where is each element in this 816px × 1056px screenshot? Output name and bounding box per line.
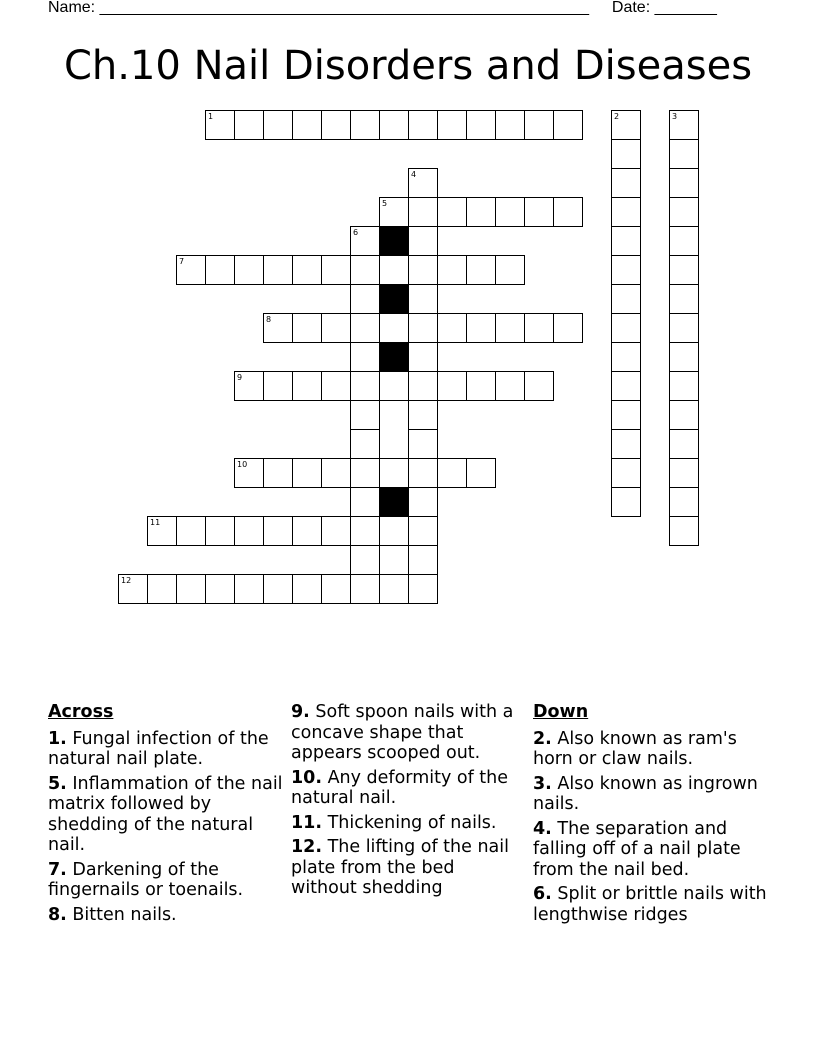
grid-cell[interactable] [292,516,322,546]
grid-cell[interactable] [437,371,467,401]
grid-block [379,226,409,256]
date-line[interactable]: _______ [654,0,717,16]
grid-cell[interactable] [350,458,380,488]
grid-cell[interactable] [292,313,322,343]
clue-item-number: 6. [533,884,552,904]
clue-item-text: Fungal infection of the natural nail plate. [48,728,269,769]
grid-block [379,284,409,314]
grid-cell[interactable] [669,516,699,546]
across-continued-column [291,702,523,903]
clue-item-text: Split or brittle nails with lengthwise ridges [533,884,767,925]
grid-cell[interactable] [669,487,699,517]
grid-cell[interactable] [379,574,409,604]
grid-cell[interactable] [611,429,641,459]
grid-block [379,487,409,517]
grid-cell[interactable] [669,255,699,285]
grid-cell[interactable] [669,429,699,459]
grid-cell[interactable] [437,110,467,140]
down-clue-list [533,729,773,926]
grid-cell[interactable] [437,255,467,285]
grid-cell[interactable] [669,139,699,169]
grid-cell[interactable] [379,516,409,546]
clue-item-text: Thickening of nails. [322,812,497,833]
clue-item-number: 1. [48,728,67,749]
grid-cell[interactable] [408,313,438,343]
clue-item [533,819,773,881]
grid-cell[interactable] [234,516,264,546]
grid-cell[interactable] [292,110,322,140]
clue-number: 5 [382,199,388,208]
across-heading: Across [48,702,114,722]
grid-cell[interactable] [408,400,438,430]
grid-cell[interactable] [495,110,525,140]
grid-cell[interactable] [263,255,293,285]
grid-cell[interactable] [147,574,177,604]
clue-item-text: Soft spoon nails with a concave shape that appears scooped out. [291,702,514,763]
grid-cell[interactable] [118,574,148,604]
grid-cell[interactable] [350,429,380,459]
grid-cell[interactable] [234,458,264,488]
grid-cell[interactable] [669,284,699,314]
grid-cell[interactable] [408,545,438,575]
grid-cell[interactable] [350,226,380,256]
grid-cell[interactable] [350,574,380,604]
grid-cell[interactable] [466,197,496,227]
grid-cell[interactable] [350,342,380,372]
grid-block [379,342,409,372]
grid-cell[interactable] [611,139,641,169]
grid-cell[interactable] [611,284,641,314]
clue-item [291,813,523,834]
clue-number: 8 [266,315,272,324]
grid-cell[interactable] [234,255,264,285]
grid-cell[interactable] [350,284,380,314]
clue-item [533,774,773,815]
grid-cell[interactable] [466,255,496,285]
grid-cell[interactable] [292,458,322,488]
grid-cell[interactable] [350,487,380,517]
grid-cell[interactable] [553,110,583,140]
grid-cell[interactable] [611,197,641,227]
clue-item-text: Also known as ram's horn or claw nails. [533,728,737,769]
down-heading: Down [533,702,589,722]
grid-cell[interactable] [205,516,235,546]
grid-cell[interactable] [611,168,641,198]
grid-cell[interactable] [524,313,554,343]
grid-cell[interactable] [437,458,467,488]
grid-cell[interactable] [321,371,351,401]
across-column [48,702,284,929]
clue-item-text: Inflammation of the nail matrix followed by shedding of the natural nail. [48,773,283,855]
grid-cell[interactable] [408,371,438,401]
grid-cell[interactable] [408,168,438,198]
grid-cell[interactable] [408,342,438,372]
grid-cell[interactable] [379,110,409,140]
grid-cell[interactable] [611,400,641,430]
grid-cell[interactable] [408,110,438,140]
grid-cell[interactable] [611,313,641,343]
grid-cell[interactable] [408,487,438,517]
grid-cell[interactable] [524,371,554,401]
grid-cell[interactable] [524,197,554,227]
clue-item [291,768,523,809]
grid-cell[interactable] [234,110,264,140]
grid-cell[interactable] [553,313,583,343]
grid-cell[interactable] [408,197,438,227]
grid-cell[interactable] [205,255,235,285]
grid-cell[interactable] [466,371,496,401]
grid-cell[interactable] [321,313,351,343]
grid-cell[interactable] [495,197,525,227]
grid-cell[interactable] [263,371,293,401]
grid-cell[interactable] [611,371,641,401]
grid-cell[interactable] [495,255,525,285]
clue-item [48,905,284,926]
clue-item-text: Bitten nails. [66,904,177,925]
grid-cell[interactable] [263,313,293,343]
grid-cell[interactable] [321,574,351,604]
clue-item [48,860,284,901]
grid-cell[interactable] [408,255,438,285]
grid-cell[interactable] [466,313,496,343]
clue-item [48,774,284,856]
grid-cell[interactable] [321,255,351,285]
grid-cell[interactable] [350,400,380,430]
grid-cell[interactable] [321,458,351,488]
clue-item-number: 8. [48,904,67,925]
across-clue-list [48,729,284,926]
grid-cell[interactable] [379,313,409,343]
clue-item-number: 7. [48,859,67,880]
clue-number: 7 [179,257,185,266]
grid-cell[interactable] [147,516,177,546]
grid-cell[interactable] [379,371,409,401]
clue-item-number: 10. [291,767,323,788]
clue-number: 11 [150,518,161,527]
grid-cell[interactable] [176,516,206,546]
grid-cell[interactable] [263,458,293,488]
grid-cell[interactable] [263,516,293,546]
grid-cell[interactable] [553,197,583,227]
name-label: Name: [48,0,96,16]
grid-cell[interactable] [669,226,699,256]
grid-cell[interactable] [495,371,525,401]
grid-cell[interactable] [669,110,699,140]
clue-item-number: 12. [291,837,323,857]
grid-cell[interactable] [408,574,438,604]
grid-cell[interactable] [176,574,206,604]
clue-item [291,702,523,764]
clue-item-number: 2. [533,728,552,749]
grid-cell[interactable] [611,487,641,517]
clue-item-text: Darkening of the fingernails or toenails. [48,859,244,900]
clue-number: 10 [237,460,248,469]
clue-number: 3 [672,112,678,121]
grid-cell[interactable] [437,197,467,227]
grid-cell[interactable] [263,574,293,604]
grid-cell[interactable] [611,110,641,140]
clue-number: 6 [353,228,359,237]
grid-cell[interactable] [205,574,235,604]
clue-number: 2 [614,112,620,121]
grid-cell[interactable] [350,371,380,401]
clue-item [533,729,773,770]
date-label: Date: [611,0,651,16]
page-title: Ch.10 Nail Disorders and Diseases [63,43,753,89]
grid-cell[interactable] [437,313,467,343]
grid-cell[interactable] [379,197,409,227]
grid-cell[interactable] [669,168,699,198]
grid-cell[interactable] [379,255,409,285]
down-column [533,702,773,929]
grid-cell[interactable] [321,516,351,546]
grid-cell[interactable] [408,458,438,488]
grid-cell[interactable] [408,226,438,256]
clue-number: 12 [121,576,132,585]
grid-cell[interactable] [350,255,380,285]
clue-number: 1 [208,112,214,121]
clue-item-number: 4. [533,818,552,839]
grid-cell[interactable] [669,197,699,227]
grid-cell[interactable] [176,255,206,285]
clue-item-text: Any deformity of the natural nail. [291,767,509,808]
clue-number: 4 [411,170,417,179]
grid-cell[interactable] [669,400,699,430]
grid-cell[interactable] [350,545,380,575]
grid-cell[interactable] [350,516,380,546]
clue-item-number: 5. [48,773,67,794]
grid-cell[interactable] [495,313,525,343]
grid-cell[interactable] [408,429,438,459]
clue-item-number: 3. [533,773,552,794]
grid-cell[interactable] [669,313,699,343]
grid-cell[interactable] [669,342,699,372]
clue-item [291,837,523,899]
clue-item-number: 9. [291,702,310,722]
clue-item-text: The lifting of the nail plate from the bed without shedding [291,837,510,898]
grid-cell[interactable] [234,371,264,401]
clue-item [533,884,773,925]
grid-cell[interactable] [611,342,641,372]
grid-cell[interactable] [466,458,496,488]
grid-cell[interactable] [292,574,322,604]
grid-cell[interactable] [292,255,322,285]
clue-number: 9 [237,373,243,382]
grid-cell[interactable] [292,371,322,401]
name-line[interactable]: _______________________________________________________ [99,0,589,16]
grid-cell[interactable] [669,371,699,401]
grid-cell[interactable] [205,110,235,140]
grid-cell[interactable] [408,284,438,314]
across-continued-clue-list [291,702,523,899]
grid-cell[interactable] [611,226,641,256]
grid-cell[interactable] [321,110,351,140]
grid-cell[interactable] [408,516,438,546]
grid-cell[interactable] [611,458,641,488]
grid-cell[interactable] [669,458,699,488]
clue-item-text: Also known as ingrown nails. [533,773,758,814]
clue-item-number: 11. [291,812,323,833]
grid-cell[interactable] [350,110,380,140]
grid-cell[interactable] [524,110,554,140]
grid-cell[interactable] [611,255,641,285]
grid-cell[interactable] [350,313,380,343]
grid-cell[interactable] [263,110,293,140]
clue-item-text: The separation and falling off of a nail plate from the nail bed. [533,818,741,880]
grid-cell[interactable] [379,458,409,488]
grid-cell[interactable] [466,110,496,140]
clue-item [48,729,284,770]
grid-cell[interactable] [234,574,264,604]
